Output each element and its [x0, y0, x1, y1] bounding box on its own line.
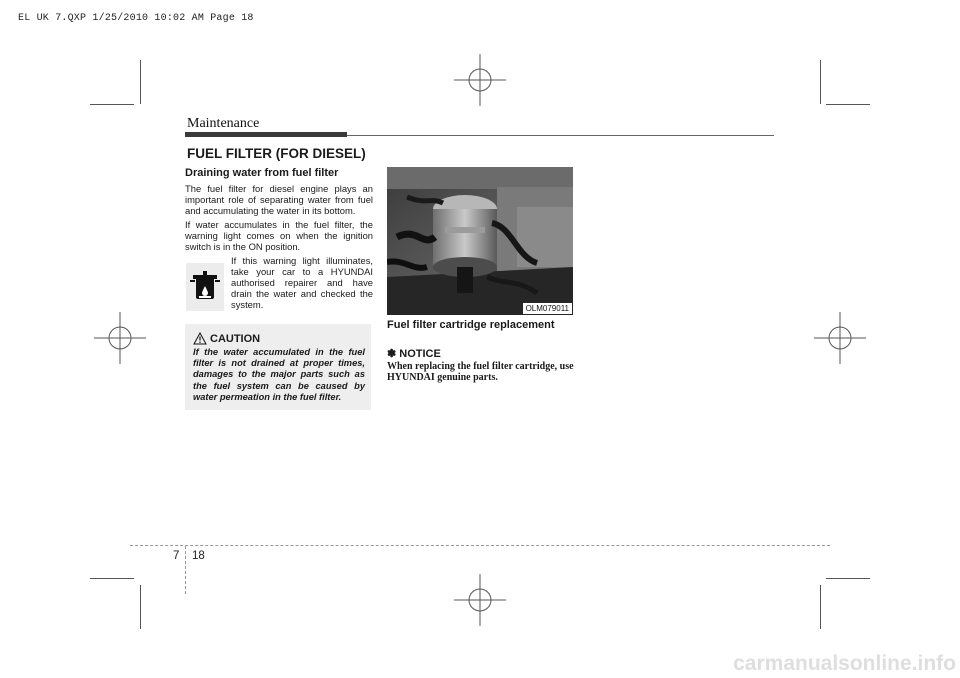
caution-title: CAUTION: [210, 333, 261, 345]
engine-bay-illustration: [387, 167, 573, 315]
page-number: 18: [192, 550, 205, 562]
registration-mark-icon: [94, 312, 146, 364]
crop-mark: [820, 60, 821, 104]
photo-code: OLM079011: [523, 303, 572, 314]
section-title: Maintenance: [187, 116, 260, 131]
chapter-title: FUEL FILTER (FOR DIESEL): [187, 146, 366, 161]
header-bar: [185, 132, 347, 137]
photo-caption: Fuel filter cartridge replacement: [387, 319, 555, 331]
notice-title: ✽ NOTICE: [387, 348, 441, 360]
caution-body: If the water accumulated in the fuel filter is not drained at proper times, damages to the major parts such as the fuel system can be caused by water permeation in the fuel filter.: [193, 347, 365, 402]
notice-body: When replacing the fuel filter cartridge, use HYUNDAI genuine parts.: [387, 361, 574, 383]
header-rule: [347, 135, 774, 136]
chapter-number: 7: [173, 550, 180, 562]
footer-rule: [130, 545, 830, 546]
left-column: [185, 167, 373, 315]
registration-mark-icon: [814, 312, 866, 364]
paragraph: The fuel filter for diesel engine plays an important role of separating water from fuel and accumulating the water in its bottom.: [185, 183, 373, 216]
crop-mark: [826, 578, 870, 579]
crop-mark: [140, 60, 141, 104]
warning-icon-box: [186, 263, 224, 311]
fuel-filter-photo: [387, 167, 573, 315]
warning-light-paragraph: If this warning light illuminates, take your car to a HYUNDAI authorised repairer and have drain the water and checked the system.: [231, 255, 373, 310]
crop-mark: [820, 585, 821, 629]
water-in-fuel-warning-icon: [186, 263, 224, 311]
registration-mark-icon: [454, 54, 506, 106]
warning-light-row: [185, 255, 373, 315]
crop-mark: [90, 578, 134, 579]
subheading: Draining water from fuel filter: [185, 167, 339, 179]
print-slug: EL UK 7.QXP 1/25/2010 10:02 AM Page 18: [18, 13, 254, 24]
footer-divider: [185, 546, 186, 594]
caution-box: [185, 324, 371, 410]
registration-mark-icon: [454, 574, 506, 626]
crop-mark: [90, 104, 134, 105]
warning-triangle-icon: [193, 332, 207, 345]
crop-mark: [140, 585, 141, 629]
site-watermark: carmanualsonline.info: [733, 652, 956, 675]
crop-mark: [826, 104, 870, 105]
paragraph: If water accumulates in the fuel filter, the warning light comes on when the ignition switch is in the ON position.: [185, 219, 373, 252]
